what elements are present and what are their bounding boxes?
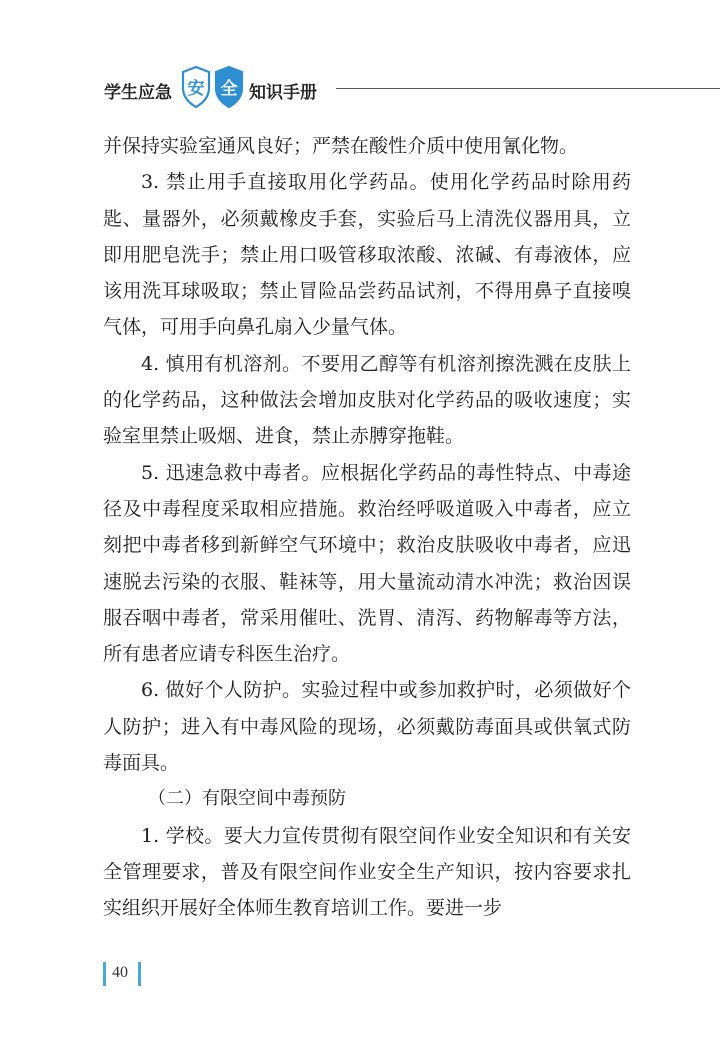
shield-badge-filled-icon	[214, 66, 244, 108]
header-rule	[336, 88, 720, 89]
paragraph-continuation: 并保持实验室通风良好；严禁在酸性介质中使用氰化物。	[103, 135, 579, 157]
paragraph-item-6: 6. 做好个人防护。实验过程中或参加救护时，必须做好个人防护；进入有中毒风险的现场，必须戴防毒面具或供氧式防毒面具。	[103, 679, 631, 775]
paragraph-item-5: 5. 迅速急救中毒者。应根据化学药品的毒性特点、中毒途径及中毒程度采取相应措施。救治经呼吸道吸入中毒者，应立刻把中毒者移到新鲜空气环境中；救治皮肤吸收中毒者，应迅速脱去污染的衣服、鞋袜等，用大量流动清水冲洗；救治因误服吞咽中毒者，常采用催吐、洗胃、清泻、药物解毒等方法，所有患者应请专科医生治疗。	[103, 461, 631, 666]
page-number: 40	[112, 964, 128, 981]
shield-badge-icon	[181, 66, 211, 108]
paragraph-school: 1. 学校。要大力宣传贯彻有限空间作业安全知识和有关安全管理要求，普及有限空间作业安全生产知识，按内容要求扎实组织开展好全体师生教育培训工作。要进一步	[103, 824, 631, 920]
page-number-bar-right	[138, 962, 141, 986]
header-title-left: 学生应急	[104, 83, 172, 103]
paragraph-item-4: 4. 慎用有机溶剂。不要用乙醇等有机溶剂擦洗溅在皮肤上的化学药品，这种做法会增加皮肤对化学药品的吸收速度；实验室里禁止吸烟、进食，禁止赤膊穿拖鞋。	[103, 352, 631, 448]
section-heading: （二）有限空间中毒预防	[148, 788, 346, 810]
running-header	[104, 66, 720, 112]
badge-char-quan: 全	[220, 79, 238, 99]
body-text	[103, 128, 631, 927]
badge-char-an: 安	[187, 79, 205, 99]
paragraph-item-3: 3. 禁止用手直接取用化学药品。使用化学药品时除用药匙、量器外，必须戴橡皮手套，实验后马上清洗仪器用具，立即用肥皂洗手；禁止用口吸管移取浓酸、浓碱、有毒液体，应该用洗耳球吸取；禁止冒险品尝药品试剂，不得用鼻子直接嗅气体，可用手向鼻孔扇入少量气体。	[103, 171, 631, 339]
header-title-right: 知识手册	[249, 83, 317, 103]
page-number-bar-left	[103, 962, 106, 986]
